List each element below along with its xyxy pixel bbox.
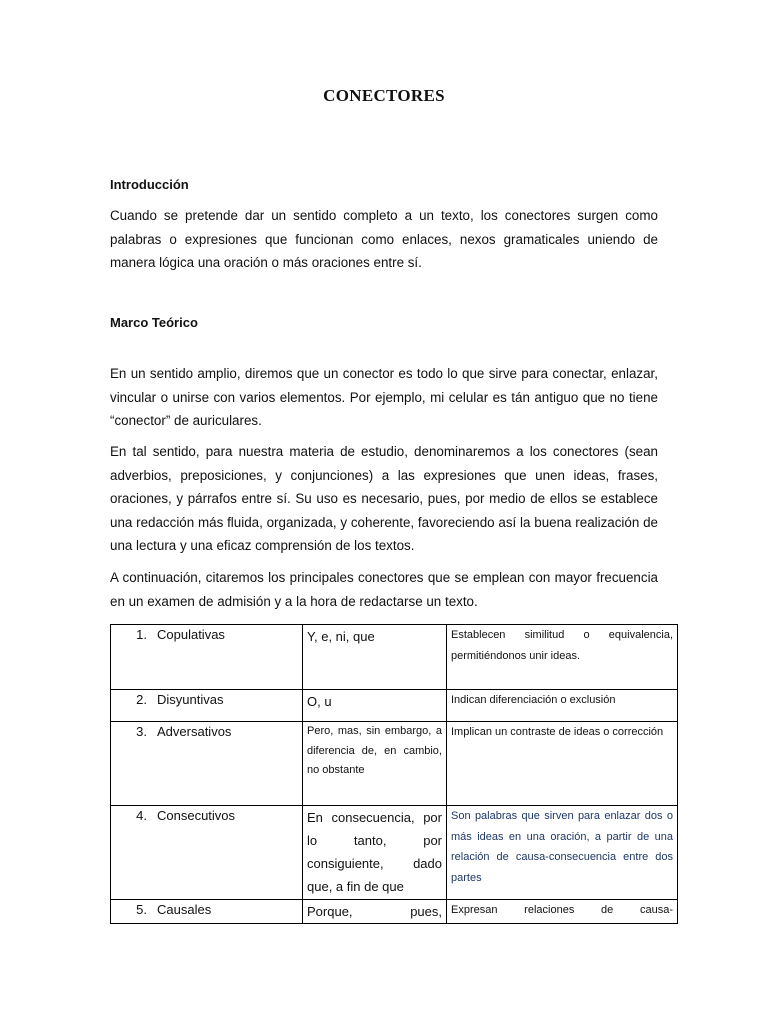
connector-description: Implican un contraste de ideas o corrección <box>447 722 678 806</box>
connector-examples: Y, e, ni, que <box>303 625 447 690</box>
table-row <box>111 722 678 806</box>
table-row <box>111 625 678 690</box>
row-number: 5. <box>136 902 147 917</box>
marco-paragraph-2: En tal sentido, para nuestra materia de estudio, denominaremos a los conectores (sean adverbios, preposiciones, y conjunciones) a las expresiones que unen ideas, frases, oraciones, y párrafos entre sí. Su uso es necesario, pues, por medio de ellos se establece una redacción más fluida, organizada, y coherente, favoreciendo así la buena realización de una lectura y una eficaz comprensión de los textos. <box>110 444 658 553</box>
connector-type-cell <box>111 722 303 806</box>
marco-paragraph-3: A continuación, citaremos los principales conectores que se emplean con mayor frecuencia en un examen de admisión y a la hora de redactarse un texto. <box>110 570 658 609</box>
connector-examples: Pero, mas, sin embargo, a diferencia de, en cambio, no obstante <box>303 722 447 806</box>
connector-type: Adversativos <box>157 724 232 739</box>
marco-heading: Marco Teórico <box>110 315 198 330</box>
row-number: 1. <box>136 627 147 642</box>
table-row <box>111 690 678 722</box>
row-number: 3. <box>136 724 147 739</box>
connector-type: Disyuntivas <box>157 692 224 707</box>
connector-description: Expresan relaciones de causa- <box>447 900 678 924</box>
connector-description: Establecen similitud o equivalencia, permitiéndonos unir ideas. <box>447 625 678 690</box>
table-row <box>111 806 678 900</box>
connector-type: Causales <box>157 902 212 917</box>
connector-examples: O, u <box>303 690 447 722</box>
intro-heading: Introducción <box>110 177 189 192</box>
connector-type: Copulativas <box>157 627 225 642</box>
connector-description: Son palabras que sirven para enlazar dos o más ideas en una oración, a partir de una relación de causa-consecuencia entre dos partes <box>447 806 678 900</box>
connector-examples: Porque, pues, <box>303 900 447 924</box>
connector-type-cell <box>111 900 303 924</box>
table-row <box>111 900 678 924</box>
connector-type: Consecutivos <box>157 808 236 823</box>
connector-type-cell <box>111 690 303 722</box>
intro-paragraph: Cuando se pretende dar un sentido completo a un texto, los conectores surgen como palabras o expresiones que funcionan como enlaces, nexos gramaticales uniendo de manera lógica una oración o más oraciones entre sí. <box>110 208 658 270</box>
document-title: CONECTORES <box>323 86 445 105</box>
connector-description: Indican diferenciación o exclusión <box>447 690 678 722</box>
row-number: 2. <box>136 692 147 707</box>
marco-paragraph-1: En un sentido amplio, diremos que un conector es todo lo que sirve para conectar, enlazar, vincular o unirse con varios elementos. Por ejemplo, mi celular es tán antiguo que no tiene “conector” de auriculares. <box>110 366 658 428</box>
connector-type-cell <box>111 625 303 690</box>
connector-type-cell <box>111 806 303 900</box>
connectors-table <box>110 624 678 924</box>
row-number: 4. <box>136 808 147 823</box>
connector-examples: En consecuencia, por lo tanto, por consiguiente, dado que, a fin de que <box>303 806 447 900</box>
